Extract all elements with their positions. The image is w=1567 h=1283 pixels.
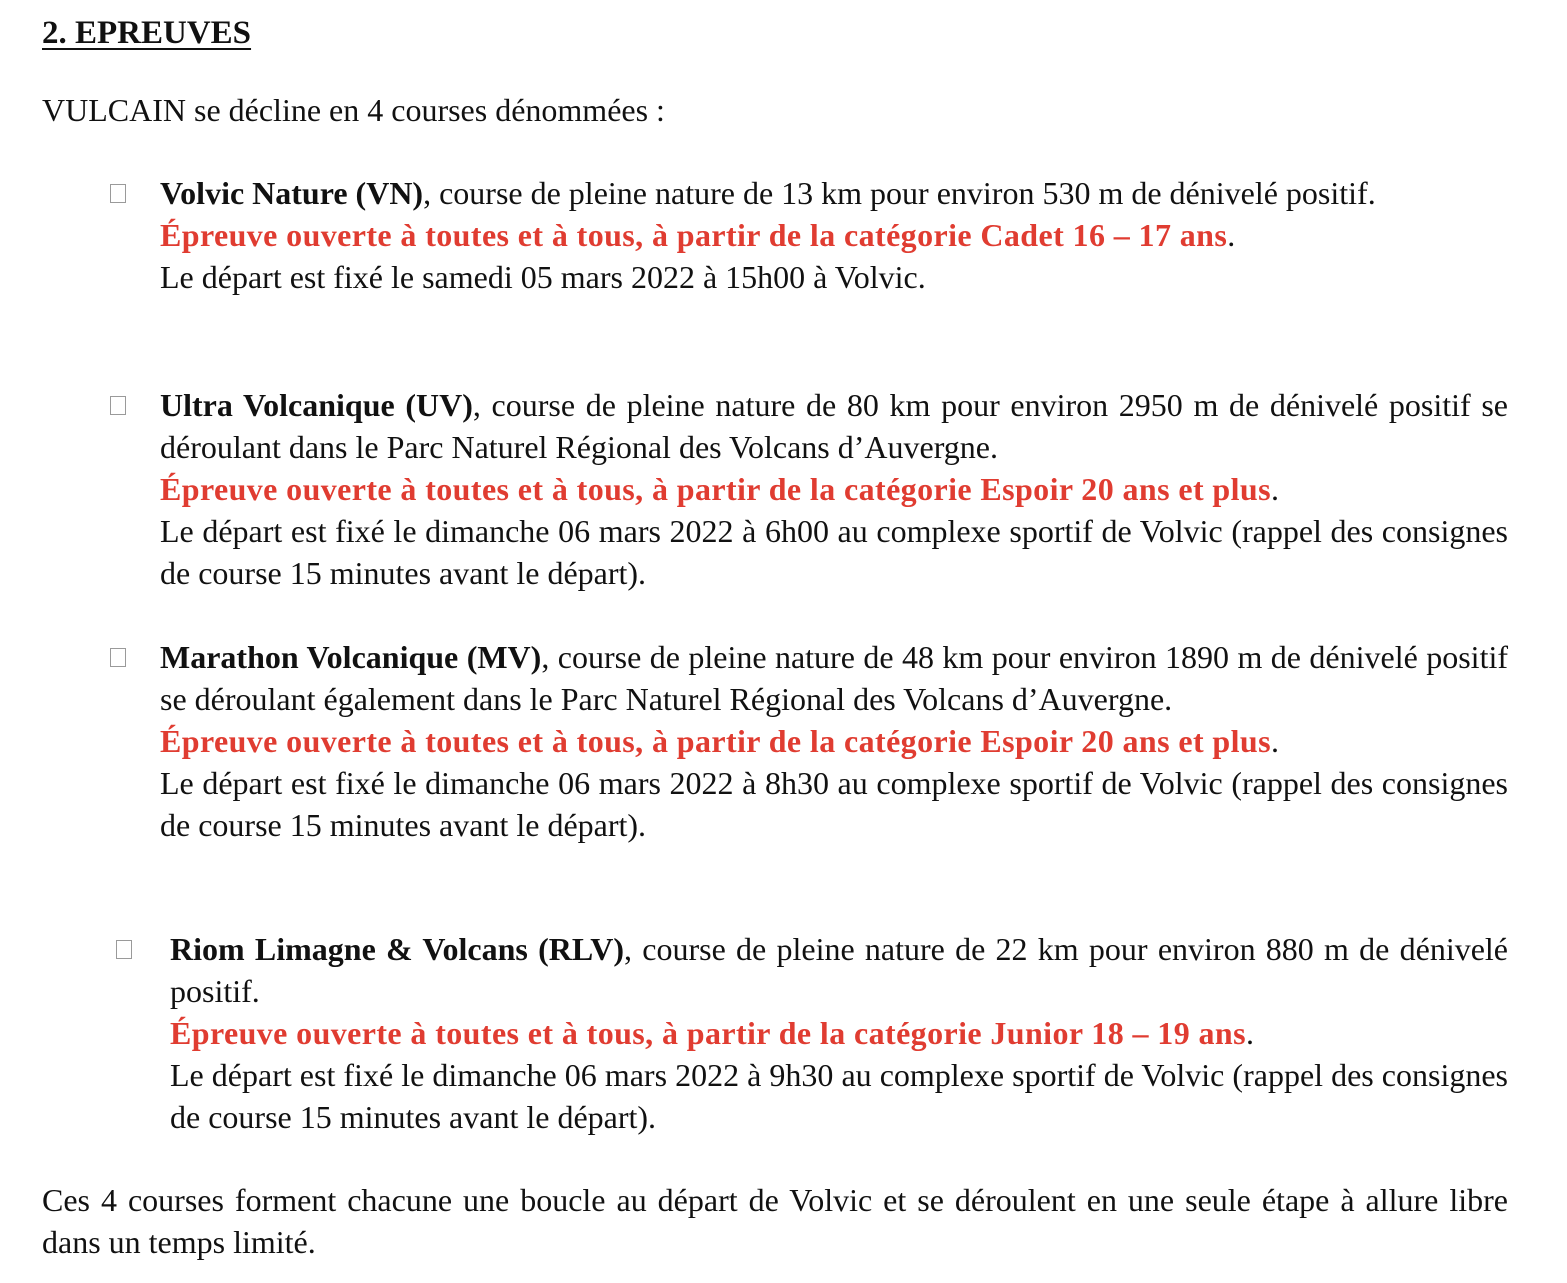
race-eligibility-end: . (1270, 723, 1279, 759)
race-description (160, 636, 1508, 720)
race-name: Volvic Nature (VN) (160, 175, 424, 211)
race-description (160, 172, 1508, 214)
race-description-text: , course de pleine nature de 22 km pour environ 880 m de dénivelé positif. (170, 931, 1509, 1009)
race-item-riom-limagne-volcans (170, 928, 1508, 1138)
race-description-text: , course de pleine nature de 80 km pour environ 2950 m de dénivelé positif se déroulant dans le Parc Naturel Régional des Volcans d’Auvergne. (160, 387, 1508, 465)
closing-paragraph: Ces 4 courses forment chacune une boucle au départ de Volvic et se déroulent en une seule étape à allure libre dans un temps limité. (42, 1182, 1508, 1260)
race-item-ultra-volcanique (160, 384, 1508, 594)
race-start: Le départ est fixé le dimanche 06 mars 2022 à 9h30 au complexe sportif de Volvic (rappel des consignes de course 15 minutes avant le départ). (170, 1057, 1508, 1135)
race-eligibility (170, 1012, 1508, 1054)
intro-text: VULCAIN se décline en 4 courses dénommées : (42, 92, 665, 128)
bullet-icon (116, 940, 132, 959)
race-name: Riom Limagne & Volcans (RLV) (170, 931, 625, 967)
race-eligibility-end: . (1270, 471, 1279, 507)
race-name: Marathon Volcanique (MV) (160, 639, 542, 675)
bullet-icon (110, 648, 126, 667)
race-eligibility (160, 720, 1508, 762)
race-description (170, 928, 1508, 1012)
race-eligibility-text: Épreuve ouverte à toutes et à tous, à partir de la catégorie Espoir 20 ans et plus (160, 723, 1271, 759)
race-name: Ultra Volcanique (UV) (160, 387, 473, 423)
race-eligibility-end: . (1227, 217, 1236, 253)
race-eligibility-text: Épreuve ouverte à toutes et à tous, à partir de la catégorie Espoir 20 ans et plus (160, 471, 1271, 507)
race-eligibility (160, 468, 1508, 510)
bullet-icon (110, 396, 126, 415)
race-description-text: , course de pleine nature de 13 km pour environ 530 m de dénivelé positif. (423, 175, 1376, 211)
race-eligibility-text: Épreuve ouverte à toutes et à tous, à partir de la catégorie Cadet 16 – 17 ans (160, 217, 1228, 253)
race-start: Le départ est fixé le dimanche 06 mars 2022 à 6h00 au complexe sportif de Volvic (rappel des consignes de course 15 minutes avant le départ). (160, 513, 1508, 591)
race-eligibility-end: . (1245, 1015, 1254, 1051)
race-eligibility (160, 214, 1508, 256)
race-start: Le départ est fixé le dimanche 06 mars 2022 à 8h30 au complexe sportif de Volvic (rappel des consignes de course 15 minutes avant le départ). (160, 765, 1508, 843)
bullet-icon (110, 184, 126, 203)
section-title: 2. EPREUVES (42, 15, 252, 51)
race-description-text: , course de pleine nature de 48 km pour environ 1890 m de dénivelé positif se déroulant également dans le Parc Naturel Régional des Volcans d’Auvergne. (160, 639, 1509, 717)
race-item-volvic-nature (160, 172, 1508, 298)
race-start: Le départ est fixé le samedi 05 mars 2022 à 15h00 à Volvic. (160, 259, 926, 295)
race-eligibility-text: Épreuve ouverte à toutes et à tous, à partir de la catégorie Junior 18 – 19 ans (170, 1015, 1246, 1051)
race-item-marathon-volcanique (160, 636, 1508, 846)
race-description (160, 384, 1508, 468)
